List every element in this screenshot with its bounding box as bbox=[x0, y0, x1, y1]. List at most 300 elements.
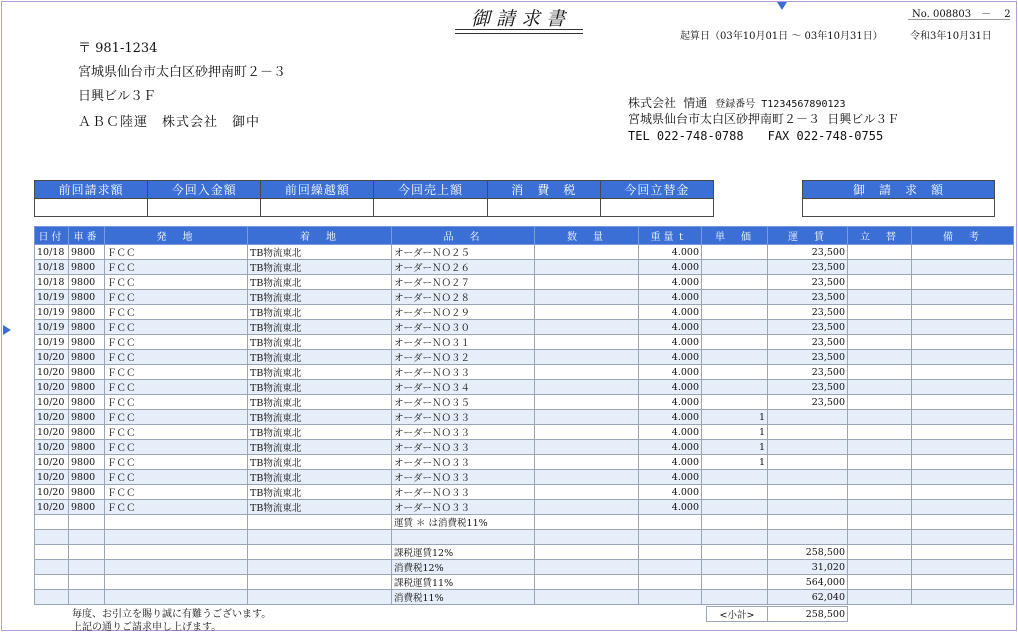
table-cell: ＦＣＣ bbox=[105, 365, 248, 380]
subtotal-value: 258,500 bbox=[768, 607, 848, 622]
table-cell bbox=[912, 305, 1014, 320]
table-cell bbox=[768, 440, 848, 455]
table-cell: 23,500 bbox=[768, 275, 848, 290]
table-cell bbox=[848, 410, 912, 425]
table-cell: オーダーＮＯ３３ bbox=[392, 365, 535, 380]
table-cell bbox=[912, 500, 1014, 515]
subtotal-label: <小計> bbox=[707, 607, 768, 622]
table-cell bbox=[768, 515, 848, 530]
table-row bbox=[35, 455, 1014, 470]
table-cell: 4.000 bbox=[639, 245, 702, 260]
table-cell bbox=[848, 245, 912, 260]
table-cell: ＦＣＣ bbox=[105, 425, 248, 440]
table-cell bbox=[848, 575, 912, 590]
table-row bbox=[35, 380, 1014, 395]
table-cell: 9800 bbox=[69, 470, 105, 485]
table-cell bbox=[535, 455, 639, 470]
table-cell bbox=[535, 380, 639, 395]
table-cell bbox=[535, 395, 639, 410]
col-header: 車番 bbox=[69, 227, 105, 245]
page-marker-icon bbox=[777, 2, 787, 10]
table-cell bbox=[535, 485, 639, 500]
summary-cell bbox=[374, 199, 487, 217]
table-cell: ＦＣＣ bbox=[105, 410, 248, 425]
table-cell bbox=[848, 290, 912, 305]
table-cell: 9800 bbox=[69, 365, 105, 380]
table-cell: TB物流東北 bbox=[248, 395, 392, 410]
table-cell: オーダーＮＯ３０ bbox=[392, 320, 535, 335]
table-cell: 9800 bbox=[69, 395, 105, 410]
table-cell bbox=[848, 560, 912, 575]
table-cell: オーダーＮＯ２７ bbox=[392, 275, 535, 290]
table-cell bbox=[248, 590, 392, 605]
table-cell: TB物流東北 bbox=[248, 410, 392, 425]
table-cell bbox=[912, 560, 1014, 575]
table-cell bbox=[912, 350, 1014, 365]
table-cell: オーダーＮＯ２８ bbox=[392, 290, 535, 305]
recipient-name: ＡＢＣ陸運 株式会社 御中 bbox=[78, 115, 261, 130]
table-cell: 23,500 bbox=[768, 380, 848, 395]
table-cell bbox=[848, 485, 912, 500]
table-cell: TB物流東北 bbox=[248, 335, 392, 350]
table-row bbox=[35, 590, 1014, 605]
table-row bbox=[35, 470, 1014, 485]
table-cell bbox=[848, 470, 912, 485]
table-cell: 10/19 bbox=[35, 290, 69, 305]
table-cell bbox=[535, 500, 639, 515]
table-cell bbox=[248, 545, 392, 560]
table-cell: ＦＣＣ bbox=[105, 320, 248, 335]
table-cell bbox=[535, 365, 639, 380]
table-cell: 9800 bbox=[69, 500, 105, 515]
table-cell bbox=[702, 485, 768, 500]
table-cell bbox=[702, 560, 768, 575]
table-cell bbox=[848, 365, 912, 380]
table-cell bbox=[639, 575, 702, 590]
table-cell: 9800 bbox=[69, 440, 105, 455]
table-cell: 課税運賃11% bbox=[392, 575, 535, 590]
table-cell: TB物流東北 bbox=[248, 455, 392, 470]
table-cell bbox=[535, 290, 639, 305]
table-cell: TB物流東北 bbox=[248, 500, 392, 515]
table-cell bbox=[702, 305, 768, 320]
table-cell: 4.000 bbox=[639, 350, 702, 365]
summary-header: 今回入金額 bbox=[148, 181, 261, 199]
table-cell bbox=[768, 410, 848, 425]
table-cell: オーダーＮＯ３３ bbox=[392, 485, 535, 500]
col-header: 運 賃 bbox=[768, 227, 848, 245]
table-cell: 9800 bbox=[69, 455, 105, 470]
table-cell bbox=[248, 530, 392, 545]
table-cell: 4.000 bbox=[639, 425, 702, 440]
total-header: 御 請 求 額 bbox=[803, 181, 995, 199]
table-cell: 10/19 bbox=[35, 320, 69, 335]
table-cell bbox=[105, 590, 248, 605]
table-cell: オーダーＮＯ３３ bbox=[392, 455, 535, 470]
table-cell: 9800 bbox=[69, 320, 105, 335]
table-cell: オーダーＮＯ３３ bbox=[392, 500, 535, 515]
sender-registration: 登録番号 T1234567890123 bbox=[715, 99, 846, 110]
table-cell bbox=[912, 260, 1014, 275]
table-row bbox=[35, 425, 1014, 440]
col-header: 重量ｔ bbox=[639, 227, 702, 245]
table-cell bbox=[912, 275, 1014, 290]
table-cell: TB物流東北 bbox=[248, 380, 392, 395]
table-cell bbox=[702, 335, 768, 350]
table-cell bbox=[702, 275, 768, 290]
table-cell bbox=[248, 575, 392, 590]
summary-header: 前回請求額 bbox=[35, 181, 148, 199]
table-cell: ＦＣＣ bbox=[105, 290, 248, 305]
summary-header: 今回売上額 bbox=[374, 181, 487, 199]
table-row bbox=[35, 335, 1014, 350]
table-cell bbox=[105, 515, 248, 530]
table-cell bbox=[912, 530, 1014, 545]
table-cell: 10/20 bbox=[35, 395, 69, 410]
table-cell bbox=[35, 560, 69, 575]
sender-company-line bbox=[628, 94, 846, 111]
table-cell: 9800 bbox=[69, 485, 105, 500]
table-cell bbox=[912, 290, 1014, 305]
table-cell: TB物流東北 bbox=[248, 350, 392, 365]
title-underline bbox=[455, 29, 583, 30]
table-cell bbox=[702, 515, 768, 530]
table-cell bbox=[535, 590, 639, 605]
table-row bbox=[35, 440, 1014, 455]
table-cell: 9800 bbox=[69, 305, 105, 320]
table-cell: 564,000 bbox=[768, 575, 848, 590]
table-row bbox=[35, 245, 1014, 260]
table-cell: 10/20 bbox=[35, 485, 69, 500]
table-cell bbox=[848, 275, 912, 290]
table-cell: 10/20 bbox=[35, 455, 69, 470]
table-cell: 1 bbox=[702, 440, 768, 455]
table-cell: 消費税11% bbox=[392, 590, 535, 605]
table-cell: TB物流東北 bbox=[248, 485, 392, 500]
table-cell: TB物流東北 bbox=[248, 425, 392, 440]
table-cell bbox=[35, 515, 69, 530]
table-cell: 4.000 bbox=[639, 275, 702, 290]
table-cell: ＦＣＣ bbox=[105, 455, 248, 470]
table-cell bbox=[535, 320, 639, 335]
table-cell: ＦＣＣ bbox=[105, 440, 248, 455]
table-cell bbox=[912, 425, 1014, 440]
table-cell bbox=[535, 545, 639, 560]
table-cell: 4.000 bbox=[639, 395, 702, 410]
table-cell: オーダーＮＯ３１ bbox=[392, 335, 535, 350]
table-cell: 4.000 bbox=[639, 500, 702, 515]
table-cell bbox=[105, 545, 248, 560]
table-cell bbox=[848, 455, 912, 470]
table-cell bbox=[535, 350, 639, 365]
table-cell bbox=[848, 335, 912, 350]
table-cell: 10/19 bbox=[35, 305, 69, 320]
table-cell: 23,500 bbox=[768, 350, 848, 365]
table-cell: オーダーＮＯ３４ bbox=[392, 380, 535, 395]
table-cell bbox=[702, 470, 768, 485]
table-cell: ＦＣＣ bbox=[105, 470, 248, 485]
table-cell bbox=[535, 440, 639, 455]
table-row bbox=[35, 305, 1014, 320]
table-cell bbox=[69, 515, 105, 530]
table-cell bbox=[702, 245, 768, 260]
table-cell: TB物流東北 bbox=[248, 305, 392, 320]
table-cell: 9800 bbox=[69, 335, 105, 350]
table-cell bbox=[35, 545, 69, 560]
summary-table bbox=[34, 180, 714, 217]
table-cell bbox=[69, 575, 105, 590]
table-cell bbox=[848, 500, 912, 515]
table-cell bbox=[912, 320, 1014, 335]
table-cell: ＦＣＣ bbox=[105, 335, 248, 350]
table-cell bbox=[248, 560, 392, 575]
table-cell bbox=[912, 395, 1014, 410]
table-cell: 10/18 bbox=[35, 245, 69, 260]
table-cell bbox=[702, 380, 768, 395]
table-cell: ＦＣＣ bbox=[105, 485, 248, 500]
table-cell bbox=[848, 440, 912, 455]
table-cell bbox=[702, 260, 768, 275]
table-cell: 4.000 bbox=[639, 365, 702, 380]
sender-company: 株式会社 情通 bbox=[628, 96, 708, 110]
table-row bbox=[35, 560, 1014, 575]
table-cell: 10/19 bbox=[35, 335, 69, 350]
table-cell bbox=[35, 575, 69, 590]
footer-message2: 上記の通りご請求申し上げます。 bbox=[72, 622, 222, 633]
row-marker-icon bbox=[3, 325, 11, 335]
subtotal-table bbox=[706, 606, 848, 622]
table-cell bbox=[912, 470, 1014, 485]
col-header: 立 替 bbox=[848, 227, 912, 245]
summary-cell bbox=[487, 199, 600, 217]
table-cell: ＦＣＣ bbox=[105, 380, 248, 395]
table-cell bbox=[535, 260, 639, 275]
table-cell: TB物流東北 bbox=[248, 275, 392, 290]
table-cell: 4.000 bbox=[639, 455, 702, 470]
table-cell: 23,500 bbox=[768, 365, 848, 380]
table-cell: 9800 bbox=[69, 380, 105, 395]
summary-cell bbox=[600, 199, 713, 217]
table-cell bbox=[702, 590, 768, 605]
table-cell: オーダーＮＯ３３ bbox=[392, 470, 535, 485]
table-cell bbox=[768, 425, 848, 440]
table-cell bbox=[848, 530, 912, 545]
table-cell: TB物流東北 bbox=[248, 260, 392, 275]
table-cell: TB物流東北 bbox=[248, 440, 392, 455]
table-row bbox=[35, 260, 1014, 275]
summary-cell bbox=[35, 199, 148, 217]
table-cell: 9800 bbox=[69, 245, 105, 260]
table-cell: 23,500 bbox=[768, 260, 848, 275]
table-cell: 4.000 bbox=[639, 440, 702, 455]
table-cell bbox=[848, 350, 912, 365]
table-cell bbox=[535, 560, 639, 575]
table-cell bbox=[105, 575, 248, 590]
col-header: 発 地 bbox=[105, 227, 248, 245]
col-header: 備 考 bbox=[912, 227, 1014, 245]
table-cell bbox=[639, 545, 702, 560]
sender-contact: TEL 022-748-0788 FAX 022-748-0755 bbox=[628, 129, 884, 143]
table-cell: ＦＣＣ bbox=[105, 350, 248, 365]
table-cell bbox=[248, 515, 392, 530]
col-header: 単 価 bbox=[702, 227, 768, 245]
summary-header: 今回立替金 bbox=[600, 181, 713, 199]
table-cell: 10/20 bbox=[35, 365, 69, 380]
table-cell bbox=[768, 455, 848, 470]
recipient-postal: 〒 981-1234 bbox=[78, 41, 158, 56]
table-cell bbox=[912, 440, 1014, 455]
table-cell bbox=[702, 395, 768, 410]
table-cell: オーダーＮＯ２５ bbox=[392, 245, 535, 260]
table-cell: 9800 bbox=[69, 275, 105, 290]
table-row bbox=[35, 485, 1014, 500]
table-cell: 4.000 bbox=[639, 335, 702, 350]
table-cell bbox=[702, 320, 768, 335]
table-cell bbox=[535, 470, 639, 485]
table-cell: ＦＣＣ bbox=[105, 500, 248, 515]
table-cell bbox=[639, 560, 702, 575]
table-cell bbox=[69, 560, 105, 575]
table-cell bbox=[768, 530, 848, 545]
table-cell: 運賃 ＊ は消費税11% bbox=[392, 515, 535, 530]
table-cell: 258,500 bbox=[768, 545, 848, 560]
table-cell: 9800 bbox=[69, 410, 105, 425]
table-cell: 10/20 bbox=[35, 425, 69, 440]
table-row bbox=[35, 530, 1014, 545]
table-cell bbox=[912, 335, 1014, 350]
table-cell: ＦＣＣ bbox=[105, 395, 248, 410]
table-cell bbox=[768, 470, 848, 485]
table-cell: 23,500 bbox=[768, 335, 848, 350]
table-row bbox=[35, 515, 1014, 530]
col-header: 数 量 bbox=[535, 227, 639, 245]
table-cell: 31,020 bbox=[768, 560, 848, 575]
sender-address: 宮城県仙台市太白区砂押南町２－３ 日興ビル３Ｆ bbox=[628, 112, 900, 126]
table-cell bbox=[639, 530, 702, 545]
table-cell bbox=[768, 500, 848, 515]
table-cell: オーダーＮＯ３３ bbox=[392, 440, 535, 455]
table-cell: TB物流東北 bbox=[248, 365, 392, 380]
table-cell: 10/20 bbox=[35, 470, 69, 485]
table-cell bbox=[702, 350, 768, 365]
col-header: 品 名 bbox=[392, 227, 535, 245]
billing-period: 起算日（03年10月01日 ～ 03年10月31日） bbox=[680, 31, 883, 42]
table-cell: 9800 bbox=[69, 425, 105, 440]
table-cell: 23,500 bbox=[768, 305, 848, 320]
table-cell: オーダーＮＯ２６ bbox=[392, 260, 535, 275]
table-cell bbox=[768, 485, 848, 500]
table-cell: 10/20 bbox=[35, 440, 69, 455]
document-number-rule bbox=[908, 19, 1010, 20]
table-row bbox=[35, 290, 1014, 305]
table-cell: 消費税12% bbox=[392, 560, 535, 575]
summary-cell bbox=[148, 199, 261, 217]
table-cell: 4.000 bbox=[639, 485, 702, 500]
table-cell: 10/18 bbox=[35, 260, 69, 275]
issue-date: 令和3年10月31日 bbox=[910, 31, 992, 42]
table-cell: 課税運賃12% bbox=[392, 545, 535, 560]
table-cell: オーダーＮＯ３３ bbox=[392, 410, 535, 425]
table-cell: 10/20 bbox=[35, 410, 69, 425]
table-row bbox=[35, 320, 1014, 335]
table-cell: 10/20 bbox=[35, 350, 69, 365]
table-cell bbox=[535, 530, 639, 545]
table-cell bbox=[392, 530, 535, 545]
summary-header: 消 費 税 bbox=[487, 181, 600, 199]
total-table bbox=[802, 180, 995, 217]
table-cell bbox=[848, 545, 912, 560]
table-cell bbox=[69, 545, 105, 560]
table-cell: TB物流東北 bbox=[248, 470, 392, 485]
title-underline bbox=[455, 33, 583, 34]
invoice-title: 御請求書 bbox=[470, 8, 571, 30]
table-row bbox=[35, 500, 1014, 515]
table-cell bbox=[535, 410, 639, 425]
table-row bbox=[35, 545, 1014, 560]
table-row bbox=[35, 410, 1014, 425]
table-cell bbox=[702, 545, 768, 560]
document-number: No. 008803 － 2 bbox=[912, 9, 1011, 20]
table-cell: ＦＣＣ bbox=[105, 275, 248, 290]
total-cell bbox=[803, 199, 995, 217]
table-cell: 23,500 bbox=[768, 395, 848, 410]
table-cell bbox=[702, 290, 768, 305]
table-cell: ＦＣＣ bbox=[105, 260, 248, 275]
table-cell: 4.000 bbox=[639, 305, 702, 320]
table-cell bbox=[848, 395, 912, 410]
summary-header: 前回繰越額 bbox=[261, 181, 374, 199]
table-cell bbox=[912, 485, 1014, 500]
table-cell: 1 bbox=[702, 455, 768, 470]
table-cell bbox=[848, 590, 912, 605]
table-cell: 4.000 bbox=[639, 260, 702, 275]
table-cell: 4.000 bbox=[639, 320, 702, 335]
table-cell bbox=[912, 245, 1014, 260]
table-cell bbox=[848, 320, 912, 335]
table-cell bbox=[702, 575, 768, 590]
table-cell: オーダーＮＯ２９ bbox=[392, 305, 535, 320]
table-cell bbox=[848, 380, 912, 395]
table-cell bbox=[848, 305, 912, 320]
table-cell: オーダーＮＯ３２ bbox=[392, 350, 535, 365]
table-cell: 4.000 bbox=[639, 470, 702, 485]
detail-table bbox=[34, 226, 1014, 605]
table-cell: 9800 bbox=[69, 260, 105, 275]
recipient-address2: 日興ビル３Ｆ bbox=[78, 89, 157, 104]
table-cell: TB物流東北 bbox=[248, 320, 392, 335]
table-cell bbox=[639, 515, 702, 530]
table-row bbox=[35, 395, 1014, 410]
table-cell: 10/20 bbox=[35, 500, 69, 515]
table-cell bbox=[535, 245, 639, 260]
col-header: 着 地 bbox=[248, 227, 392, 245]
table-cell bbox=[912, 590, 1014, 605]
table-cell bbox=[535, 425, 639, 440]
table-cell: 1 bbox=[702, 425, 768, 440]
table-cell bbox=[105, 530, 248, 545]
table-cell: 4.000 bbox=[639, 290, 702, 305]
table-cell bbox=[702, 365, 768, 380]
recipient-address1: 宮城県仙台市太白区砂押南町２－３ bbox=[78, 65, 287, 80]
table-cell bbox=[912, 410, 1014, 425]
table-cell bbox=[535, 575, 639, 590]
table-row bbox=[35, 275, 1014, 290]
table-cell: 9800 bbox=[69, 290, 105, 305]
table-cell: TB物流東北 bbox=[248, 245, 392, 260]
table-cell bbox=[535, 305, 639, 320]
table-cell bbox=[35, 590, 69, 605]
table-cell bbox=[535, 515, 639, 530]
